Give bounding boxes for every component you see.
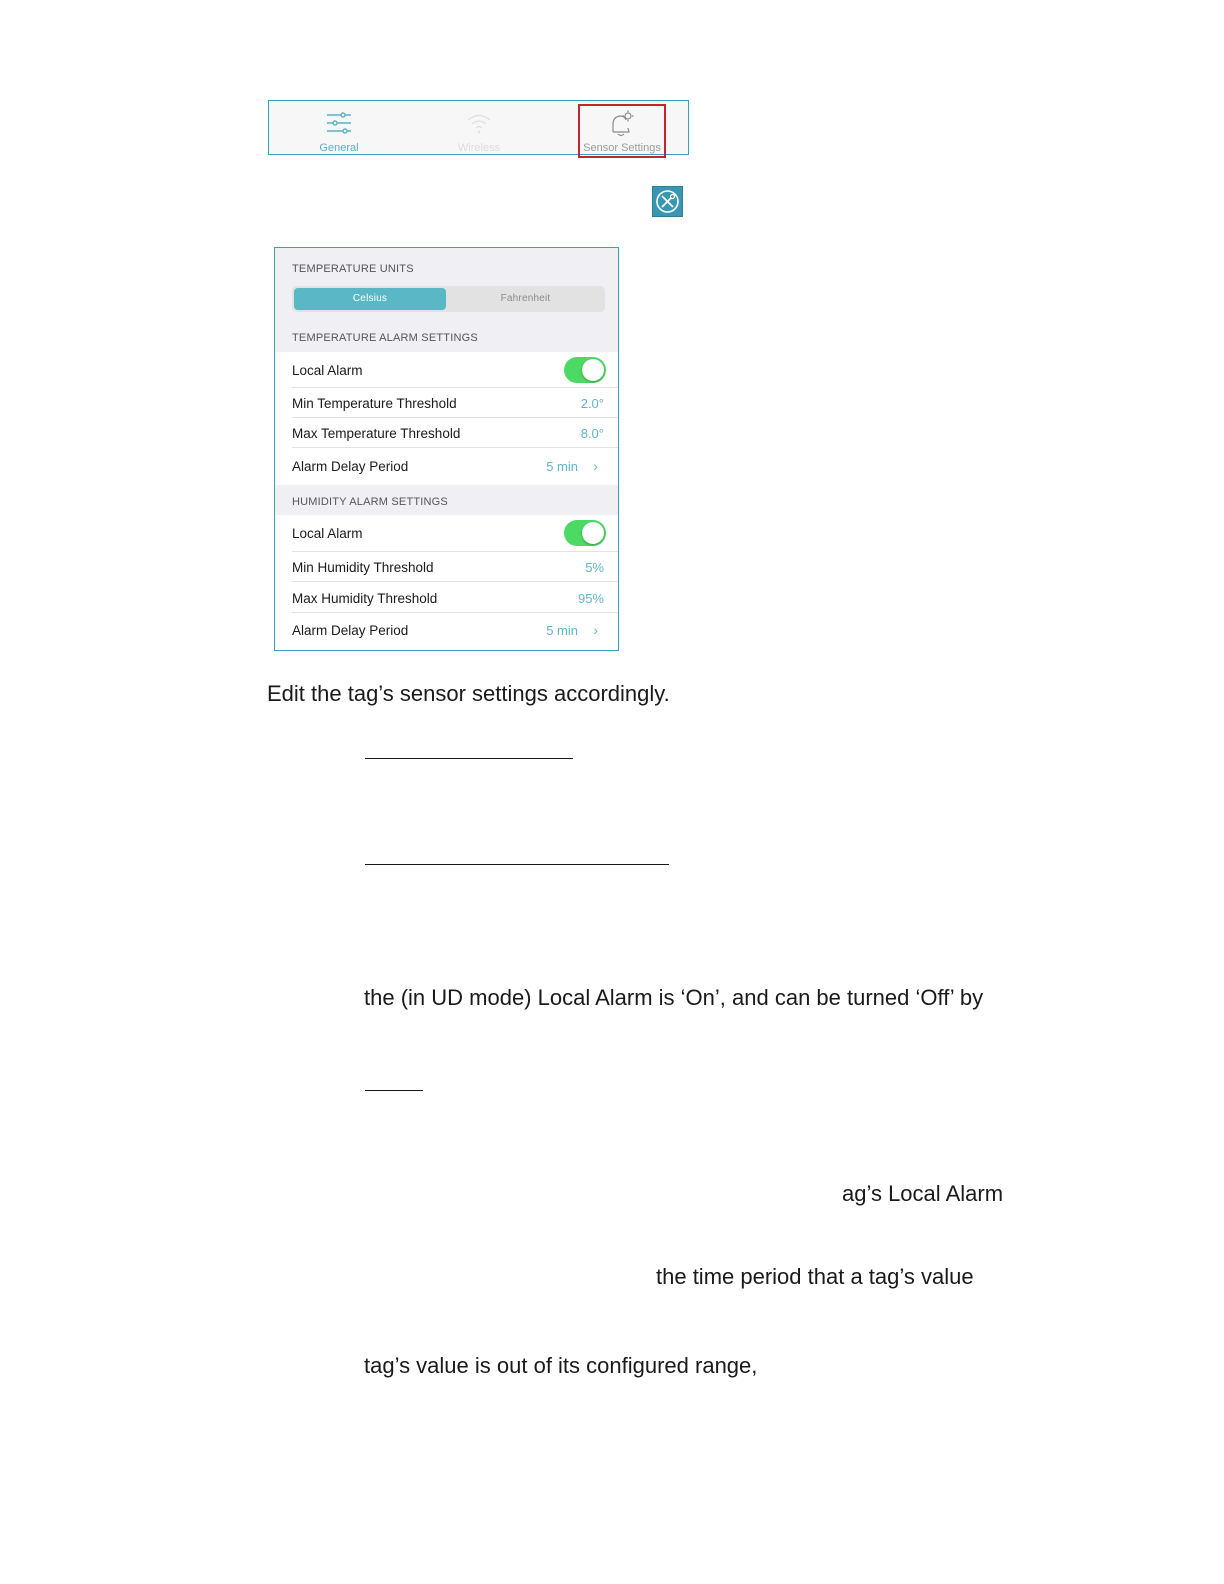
row-label: Min Humidity Threshold bbox=[292, 560, 434, 575]
tools-icon bbox=[652, 186, 683, 217]
divider bbox=[292, 612, 618, 613]
tab-wireless[interactable] bbox=[409, 101, 549, 156]
tab-sensor-settings[interactable] bbox=[578, 104, 666, 158]
celsius-option[interactable]: Celsius bbox=[294, 288, 446, 310]
temperature-alarm-section-header bbox=[275, 322, 618, 352]
divider bbox=[292, 581, 618, 582]
row-label: Min Temperature Threshold bbox=[292, 396, 457, 411]
max-humidity-row[interactable] bbox=[275, 583, 618, 613]
underline-rule bbox=[365, 1090, 423, 1091]
max-temp-row[interactable] bbox=[275, 418, 618, 448]
time-period-text: the time period that a tag’s value bbox=[656, 1264, 974, 1289]
humidity-alarm-section-header bbox=[275, 485, 618, 515]
temp-delay-value: 5 min bbox=[546, 459, 578, 474]
tab-general-label: General bbox=[319, 142, 359, 154]
tab-general[interactable] bbox=[269, 101, 409, 156]
hum-delay-row[interactable] bbox=[275, 614, 618, 648]
temp-local-alarm-toggle[interactable] bbox=[564, 357, 606, 383]
temp-delay-row[interactable] bbox=[275, 450, 618, 484]
sensor-settings-panel bbox=[274, 247, 619, 651]
underline-rule bbox=[365, 758, 573, 759]
section-header: TEMPERATURE ALARM SETTINGS bbox=[292, 332, 478, 344]
row-label: Alarm Delay Period bbox=[292, 459, 409, 474]
section-header: HUMIDITY ALARM SETTINGS bbox=[292, 496, 448, 508]
row-label: Max Humidity Threshold bbox=[292, 591, 438, 606]
section-header: TEMPERATURE UNITS bbox=[292, 263, 414, 275]
underline-rule bbox=[365, 864, 669, 865]
row-label: Local Alarm bbox=[292, 526, 363, 541]
hum-local-alarm-row bbox=[275, 517, 618, 551]
bell-gear-icon bbox=[607, 110, 637, 138]
chevron-right-icon: › bbox=[593, 622, 598, 638]
min-temp-row[interactable] bbox=[275, 388, 618, 418]
fahrenheit-option[interactable]: Fahrenheit bbox=[500, 293, 551, 304]
out-of-range-text: tag’s value is out of its configured range, bbox=[364, 1353, 758, 1378]
units-segmented-control bbox=[292, 286, 605, 312]
local-alarm-text: the (in UD mode) Local Alarm is ‘On’, and can be turned ‘Off’ by bbox=[364, 985, 984, 1010]
sliders-icon bbox=[325, 111, 353, 135]
wifi-icon bbox=[465, 111, 493, 135]
tab-sensor-label: Sensor Settings bbox=[583, 142, 661, 154]
tab-wireless-label: Wireless bbox=[457, 142, 501, 154]
tag-local-alarm-text: ag’s Local Alarm bbox=[842, 1181, 1004, 1206]
max-temp-value[interactable]: 8.0° bbox=[580, 426, 604, 441]
hum-local-alarm-toggle[interactable] bbox=[564, 520, 606, 546]
temp-local-alarm-row bbox=[275, 353, 618, 387]
min-temp-value[interactable]: 2.0° bbox=[580, 396, 604, 411]
max-humidity-value[interactable]: 95% bbox=[577, 591, 604, 606]
min-humidity-value[interactable]: 5% bbox=[585, 560, 604, 575]
temperature-units-section bbox=[275, 248, 618, 322]
instruction-text: Edit the tag’s sensor settings accordingly. bbox=[267, 681, 670, 706]
row-label: Local Alarm bbox=[292, 363, 363, 378]
row-label: Alarm Delay Period bbox=[292, 623, 409, 638]
chevron-right-icon: › bbox=[593, 458, 598, 474]
settings-tab-bar bbox=[268, 100, 689, 155]
hum-delay-value: 5 min bbox=[546, 623, 578, 638]
row-label: Max Temperature Threshold bbox=[292, 426, 461, 441]
min-humidity-row[interactable] bbox=[275, 552, 618, 582]
divider bbox=[292, 447, 618, 448]
